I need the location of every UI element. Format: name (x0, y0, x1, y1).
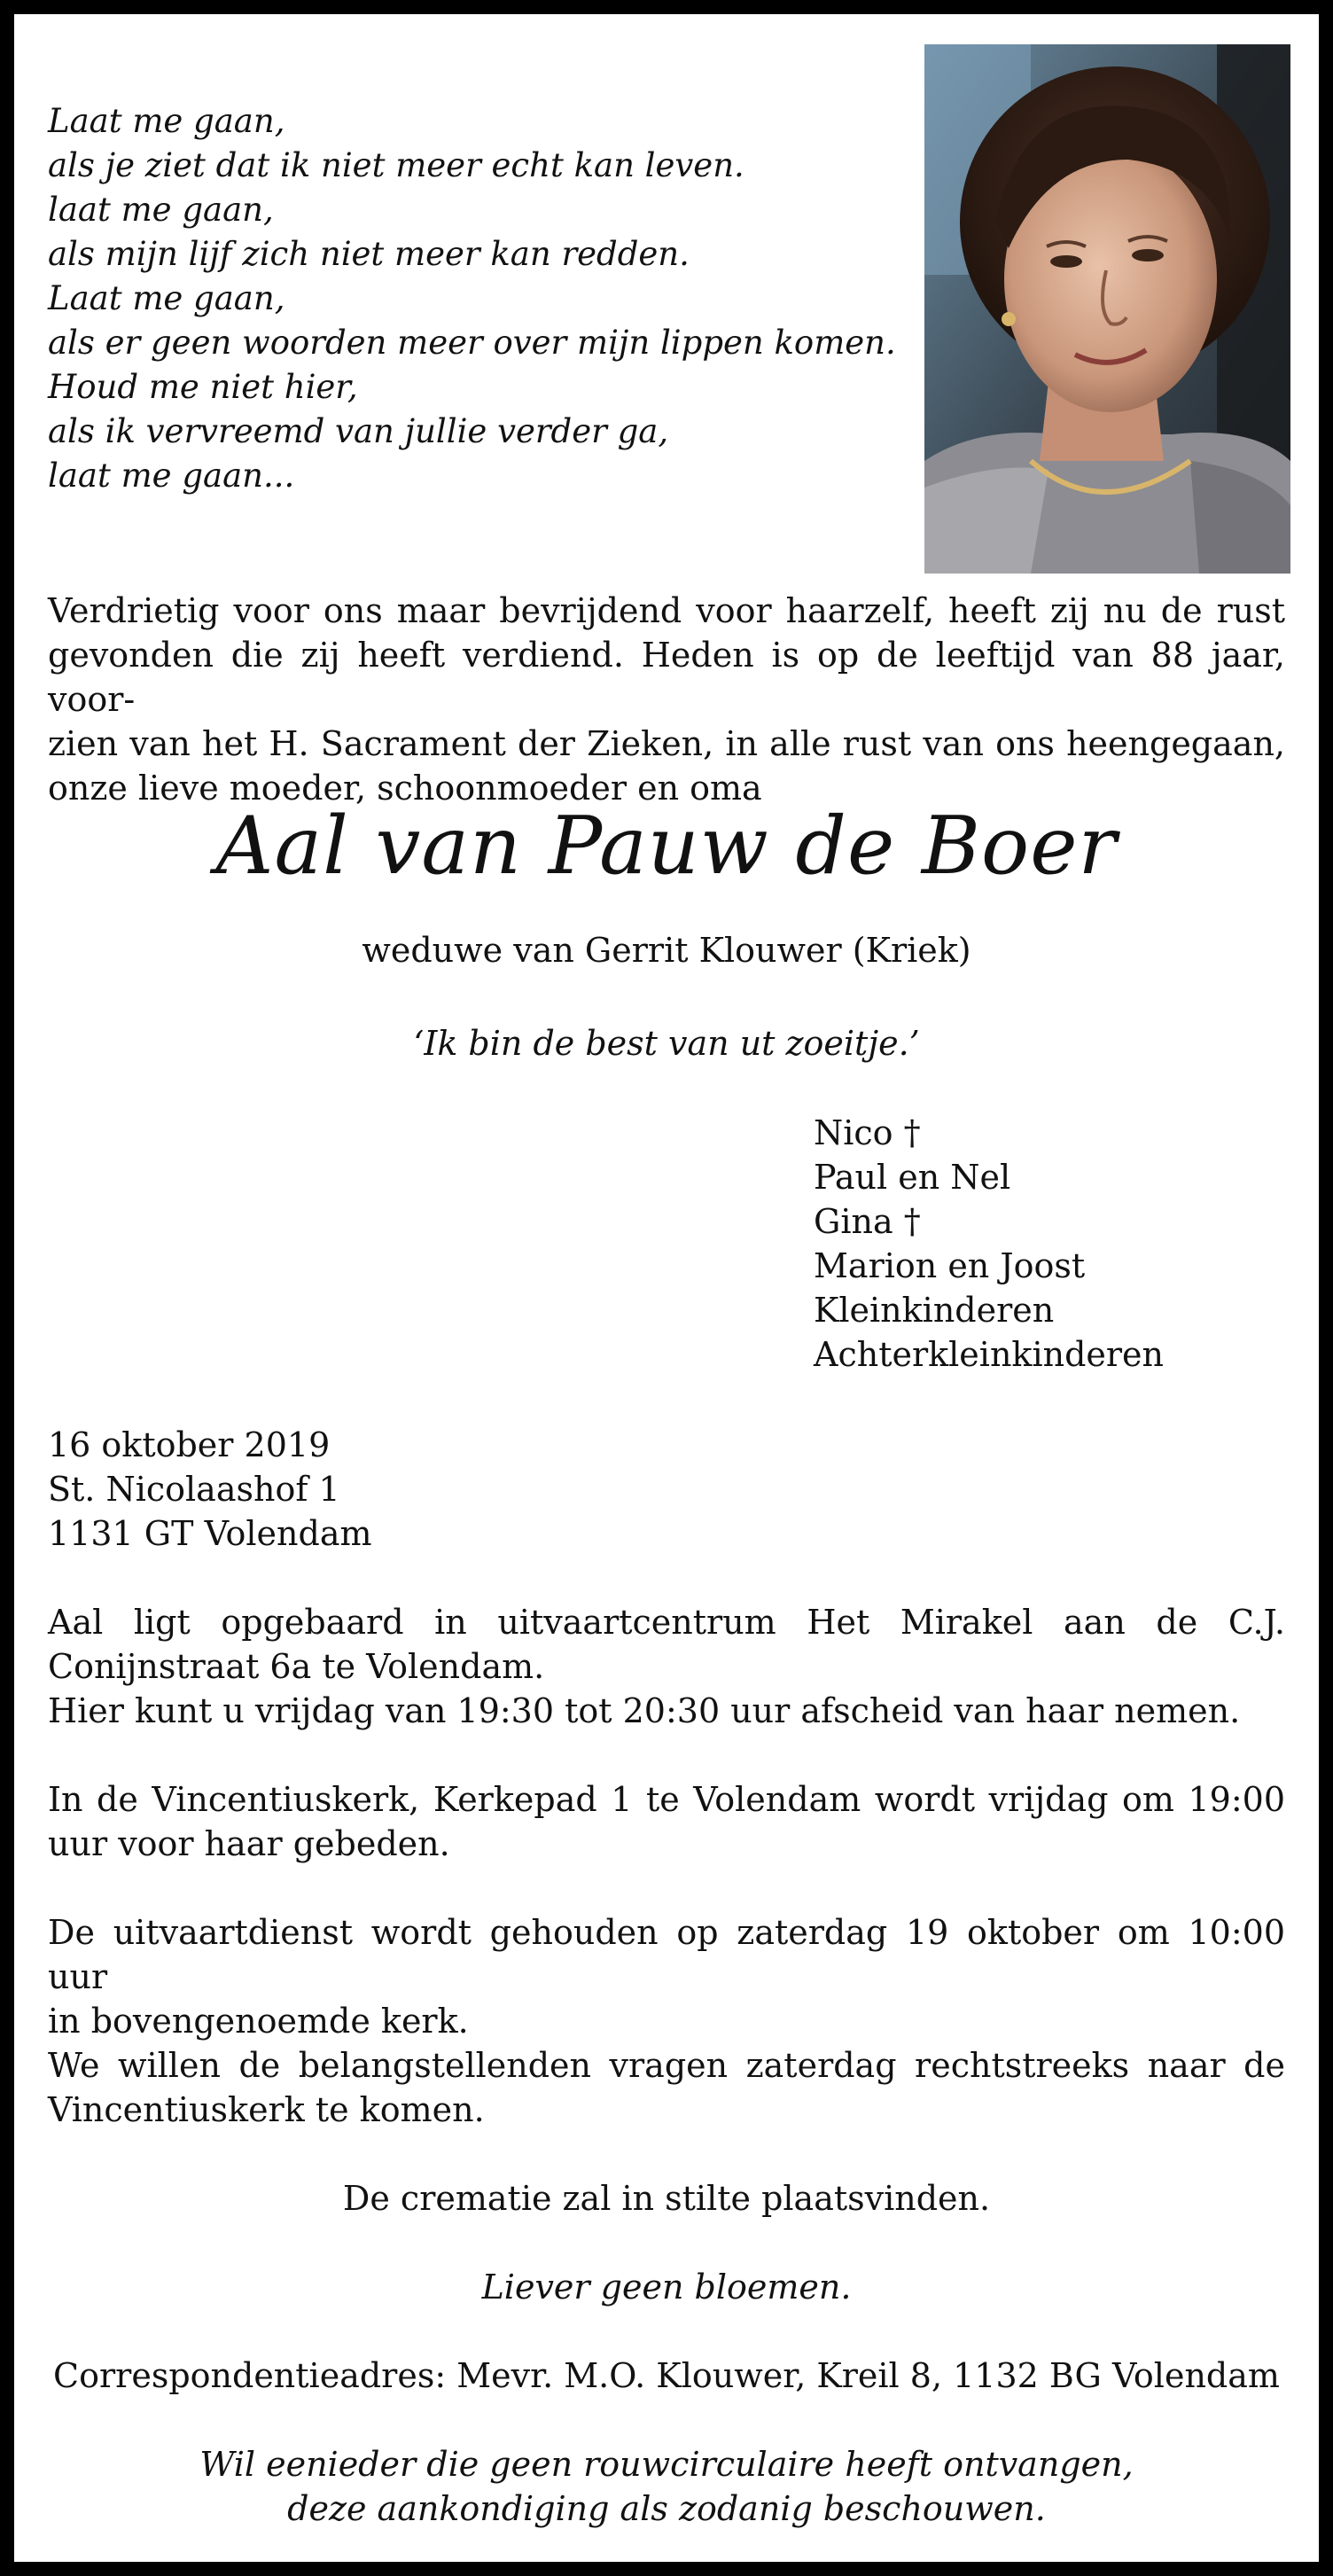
intro-line: zien van het H. Sacrament der Zieken, in alle rust van ons heengegaan, (48, 724, 1285, 763)
poem-line: als er geen woorden meer over mijn lippen komen. (48, 324, 896, 362)
quote: ‘Ik bin de best van ut zoeitje.’ (413, 1024, 920, 1063)
poem-line: Laat me gaan, (48, 279, 285, 317)
closing-line-1: Wil eenieder die geen rouwcirculaire heeft ontvangen, (199, 2445, 1134, 2484)
no-flowers-note: Liever geen bloemen. (481, 2268, 852, 2307)
request-paragraph (48, 2043, 1285, 2132)
family-member: Achterkleinkinderen (814, 1335, 1165, 1374)
prayer-paragraph (48, 1777, 1285, 1866)
poem-line: Laat me gaan, (48, 102, 285, 140)
family-member: Gina † (814, 1202, 921, 1241)
cremation-note: De crematie zal in stilte plaatsvinden. (342, 2179, 991, 2218)
family-member: Kleinkinderen (814, 1291, 1055, 1330)
request-line: We willen de belangstellenden vragen zaterdag rechtstreeks naar de (48, 2046, 1285, 2085)
request-line: Vincentiuskerk te komen. (48, 2090, 485, 2129)
intro-line: Verdrietig voor ons maar bevrijdend voor haarzelf, heeft zij nu de rust (48, 591, 1285, 630)
poem-line: als mijn lijf zich niet meer kan redden. (48, 235, 690, 273)
closing-line-2: deze aankondiging als zodanig beschouwen. (287, 2489, 1046, 2528)
poem (48, 99, 896, 498)
service-line: in bovengenoemde kerk. (48, 2002, 469, 2041)
viewing-line: Conijnstraat 6a te Volendam. (48, 1647, 545, 1686)
address-line: St. Nicolaashof 1 (48, 1470, 340, 1509)
correspondence-address: Correspondentieadres: Mevr. M.O. Klouwer, Kreil 8, 1132 BG Volendam (53, 2356, 1280, 2395)
family-list (814, 1111, 1164, 1377)
date-and-address (48, 1423, 372, 1556)
poem-line: als ik vervreemd van jullie verder ga, (48, 412, 669, 450)
intro-line: onze lieve moeder, schoonmoeder en oma (48, 769, 762, 808)
viewing-paragraph (48, 1600, 1285, 1733)
prayer-line: In de Vincentiuskerk, Kerkepad 1 te Volendam wordt vrijdag om 19:00 (48, 1780, 1285, 1819)
poem-line: als je ziet dat ik niet meer echt kan leven. (48, 146, 744, 184)
intro-line: gevonden die zij heeft verdiend. Heden is op de leeftijd van 88 jaar, voor- (48, 636, 1285, 719)
address-line: 16 oktober 2019 (48, 1425, 331, 1464)
poem-line: laat me gaan... (48, 457, 295, 495)
poem-line: laat me gaan, (48, 191, 274, 229)
widow-of: weduwe van Gerrit Klouwer (Kriek) (362, 931, 971, 970)
viewing-line: Aal ligt opgebaard in uitvaartcentrum Het Mirakel aan de C.J. (48, 1603, 1285, 1642)
poem-line: Houd me niet hier, (48, 368, 358, 406)
prayer-line: uur voor haar gebeden. (48, 1824, 450, 1863)
intro-paragraph (48, 589, 1285, 810)
family-member: Nico † (814, 1113, 921, 1152)
viewing-line: Hier kunt u vrijdag van 19:30 tot 20:30 uur afscheid van haar nemen. (48, 1691, 1241, 1730)
family-member: Marion en Joost (814, 1246, 1086, 1285)
service-paragraph (48, 1910, 1285, 2043)
service-line: De uitvaartdienst wordt gehouden op zaterdag 19 oktober om 10:00 uur (48, 1913, 1285, 1996)
family-member: Paul en Nel (814, 1158, 1011, 1197)
address-line: 1131 GT Volendam (48, 1514, 372, 1553)
portrait-photo (924, 44, 1290, 574)
deceased-name: Aal van Pauw de Boer (215, 800, 1118, 893)
